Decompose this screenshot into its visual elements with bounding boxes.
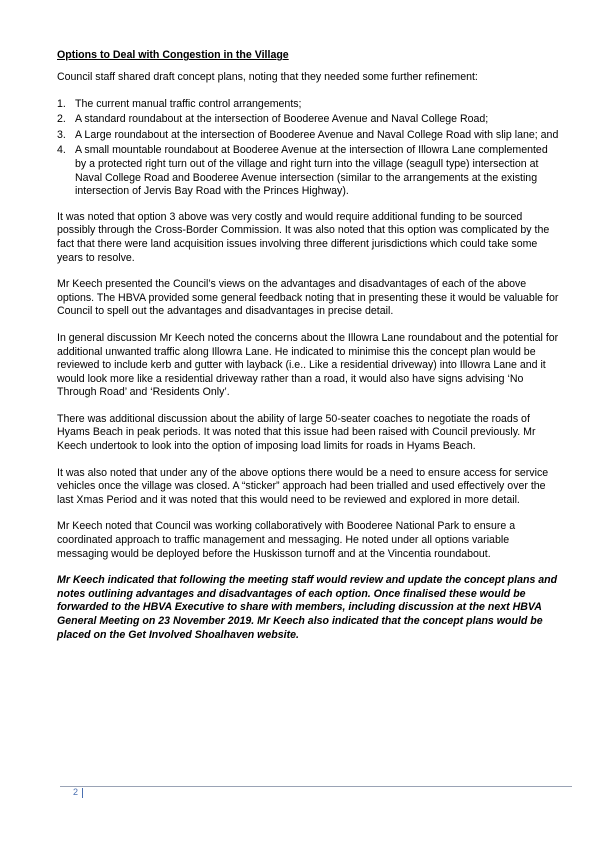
list-item bbox=[57, 113, 560, 127]
paragraph-booderee: Mr Keech noted that Council was working collaboratively with Booderee National Park to ensure a coordinated approach to traffic management and messaging. He noted under all options variable messaging would be deployed before the Huskisson turnoff and at the Vincentia roundabout. bbox=[57, 520, 516, 560]
list-item-number: 4. bbox=[57, 144, 66, 157]
list-item-text: A standard roundabout at the intersection of Booderee Avenue and Naval College Road; bbox=[75, 113, 489, 126]
paragraph-option3-cost: It was noted that option 3 above was very costly and would require additional funding to be sourced possibly through the Cross-Border Commission. It was also noted that this option was complicated by the fact that there were land acquisition issues involving three different jurisdictions which could take some years to resolve. bbox=[57, 210, 550, 264]
list-item-text: A small mountable roundabout at Booderee Avenue at the intersection of Illowra Lane complemented by a protected right turn out of the village and right turn into the village (seagull type) intersection at Naval College Road and Booderee Avenue intersection (similar to the arrangements at the existing intersection of Jervis Bay Road with the Princes Highway). bbox=[75, 144, 548, 198]
list-item bbox=[57, 144, 560, 198]
list-item-text: A Large roundabout at the intersection of Booderee Avenue and Naval College Road with slip lane; and bbox=[75, 128, 559, 141]
footer-divider bbox=[60, 786, 572, 787]
list-item-number: 2. bbox=[57, 113, 66, 126]
closing-paragraph: Mr Keech indicated that following the meeting staff would review and update the concept plans and notes outlining advantages and disadvantages of each option. Once finalised these would be forwarded to the HBVA Executive to share with members, including discussion at the next HBVA General Meeting on 23 November 2019. Mr Keech also indicated that the concept plans would be placed on the Get Involved Shoalhaven website. bbox=[57, 574, 558, 641]
list-item-number: 1. bbox=[57, 97, 66, 110]
list-item bbox=[57, 98, 560, 112]
document-body bbox=[57, 48, 560, 642]
list-item bbox=[57, 129, 560, 143]
page-number: 2 bbox=[73, 787, 79, 797]
paragraph-council-views: Mr Keech presented the Council’s views on the advantages and disadvantages of each of the above options. The HBVA provided some general feedback noting that in presenting these it would be valuable for Council to spell out the advantages and disadvantages in precise detail. bbox=[57, 278, 559, 318]
page-number-separator bbox=[82, 788, 83, 798]
section-heading: Options to Deal with Congestion in the Village bbox=[57, 49, 289, 61]
intro-paragraph: Council staff shared draft concept plans, noting that they needed some further refinement: bbox=[57, 71, 478, 83]
paragraph-service-vehicles: It was also noted that under any of the above options there would be a need to ensure access for service vehicles once the village was closed. A “sticker” approach had been trialled and used effectively over the last Xmas Period and it was noted that this would need to be reviewed and explored in more detail. bbox=[57, 466, 549, 506]
list-item-text: The current manual traffic control arrangements; bbox=[75, 97, 302, 110]
options-list bbox=[57, 98, 560, 199]
paragraph-coaches: There was additional discussion about the ability of large 50-seater coaches to negotiate the roads of Hyams Beach in peak periods. It was noted that this issue had been raised with Council previously. Mr Keech undertook to look into the option of imposing load limits for roads in Hyams Beach. bbox=[57, 412, 536, 453]
paragraph-illowra-lane: In general discussion Mr Keech noted the concerns about the Illowra Lane roundabout and the potential for additional unwanted traffic along Illowra Lane. He indicated to minimise this the concept plan would be reviewed to include kerb and gutter with layback (i.e.. Like a residential driveway) into Illowra Lane and it would look more like a residential driveway rather than a road, it would also have signs advising ‘No Through Road’ and ‘Residents Only’. bbox=[57, 331, 559, 399]
list-item-number: 3. bbox=[57, 128, 66, 141]
